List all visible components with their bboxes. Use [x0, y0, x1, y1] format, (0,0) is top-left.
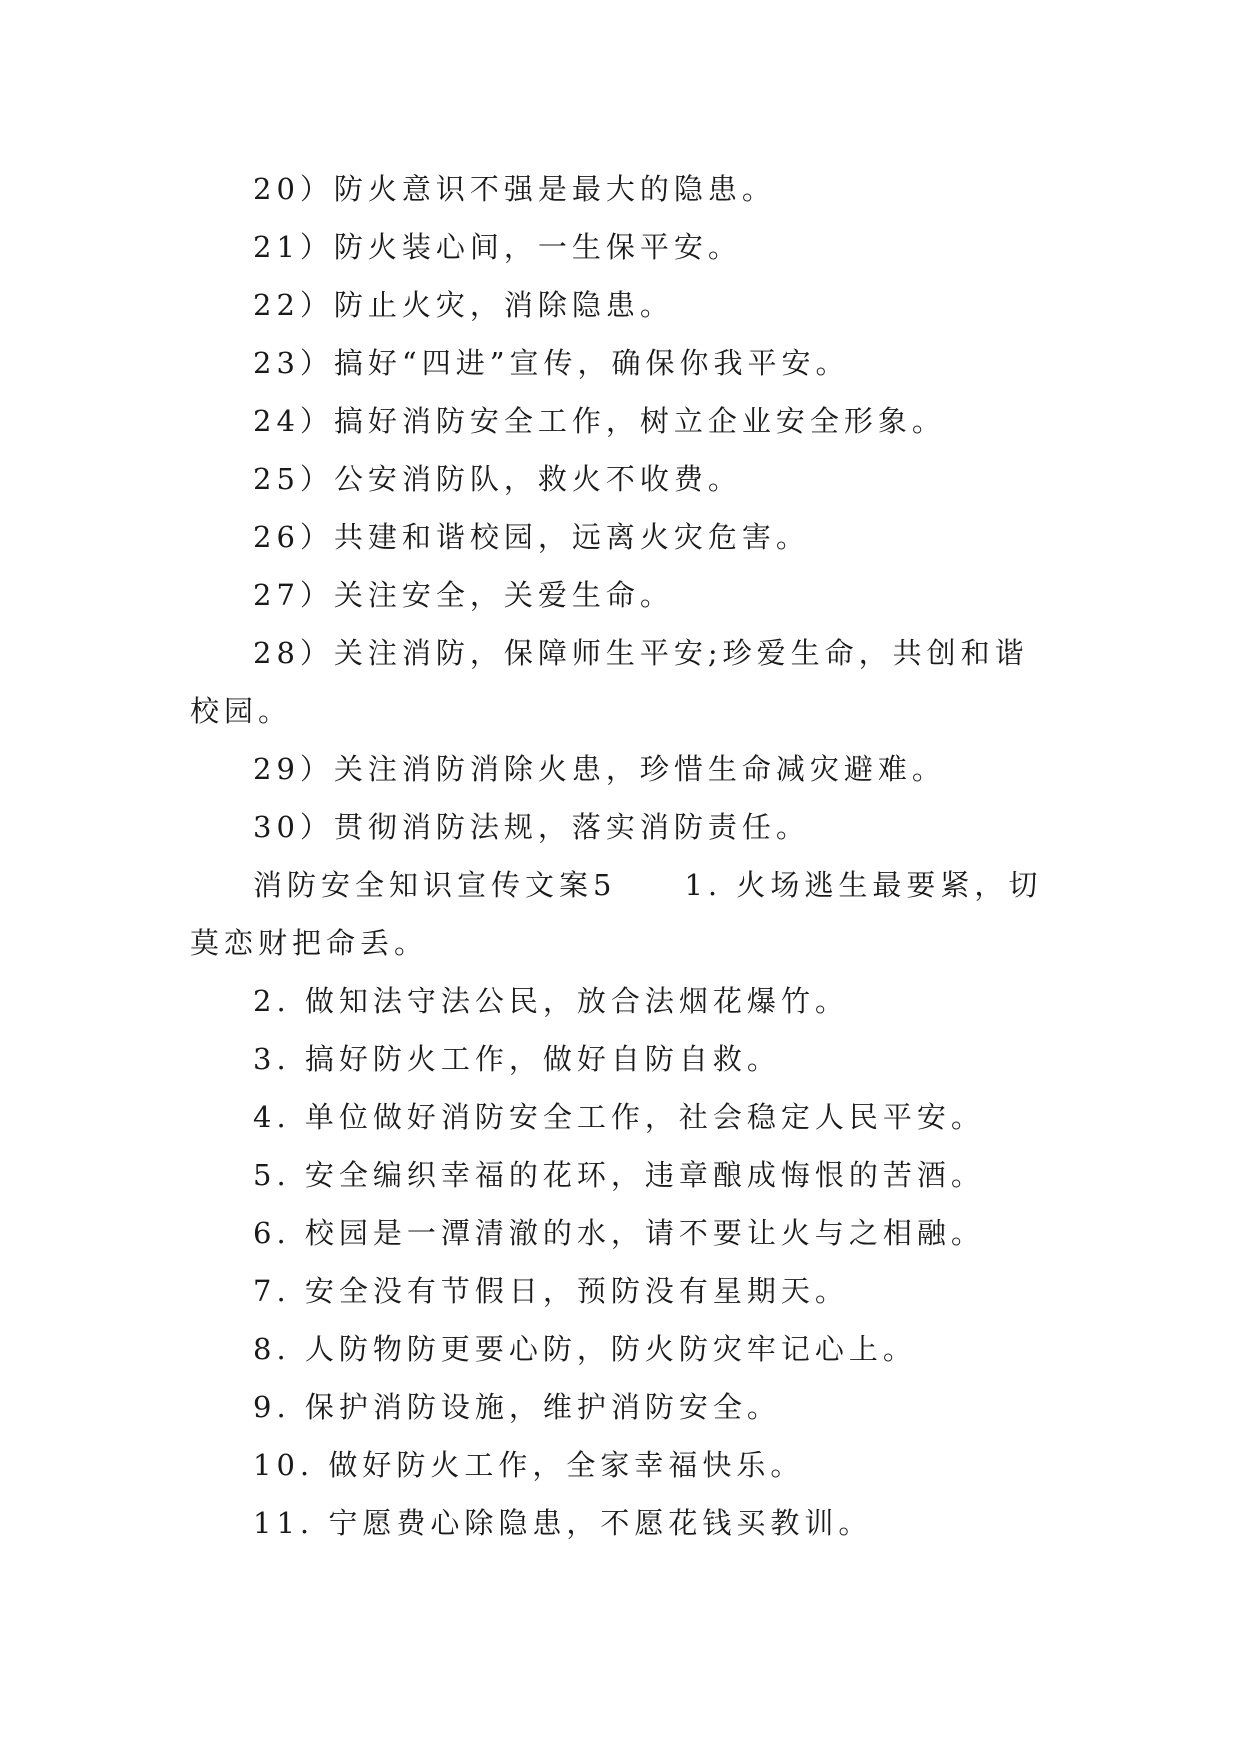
paragraph: 6. 校园是一潭清澈的水，请不要让火与之相融。 [253, 1216, 985, 1250]
paragraph: 29）关注消防消除火患，珍惜生命减灾避难。 [253, 752, 946, 786]
section-heading-paragraph: 消防安全知识宣传文案5 1. 火场逃生最要紧，切莫恋财把命丢。 [190, 868, 1043, 960]
paragraph: 11. 宁愿费心除隐患，不愿花钱买教训。 [253, 1506, 873, 1540]
paragraph: 2. 做知法守法公民，放合法烟花爆竹。 [253, 984, 849, 1018]
paragraph: 10. 做好防火工作，全家幸福快乐。 [253, 1448, 805, 1482]
paragraph: 22）防止火灾，消除隐患。 [253, 288, 674, 322]
paragraph: 26）共建和谐校园，远离火灾危害。 [253, 520, 810, 554]
paragraph: 20）防火意识不强是最大的隐患。 [253, 172, 776, 206]
paragraph: 7. 安全没有节假日，预防没有星期天。 [253, 1274, 849, 1308]
paragraph: 5. 安全编织幸福的花环，违章酿成悔恨的苦酒。 [253, 1158, 985, 1192]
paragraph: 24）搞好消防安全工作，树立企业安全形象。 [253, 404, 946, 438]
paragraph: 28）关注消防，保障师生平安;珍爱生命，共创和谐校园。 [190, 636, 1029, 728]
paragraph: 23）搞好“四进”宣传，确保你我平安。 [253, 346, 850, 380]
paragraph: 9. 保护消防设施，维护消防安全。 [253, 1390, 781, 1424]
paragraph: 30）贯彻消防法规，落实消防责任。 [253, 810, 810, 844]
paragraph: 8. 人防物防更要心防，防火防灾牢记心上。 [253, 1332, 917, 1366]
paragraph: 3. 搞好防火工作，做好自防自救。 [253, 1042, 781, 1076]
paragraph: 21）防火装心间，一生保平安。 [253, 230, 742, 264]
document-body [190, 160, 1050, 1552]
paragraph: 4. 单位做好消防安全工作，社会稳定人民平安。 [253, 1100, 985, 1134]
paragraph: 25）公安消防队，救火不收费。 [253, 462, 742, 496]
paragraph: 27）关注安全，关爱生命。 [253, 578, 674, 612]
